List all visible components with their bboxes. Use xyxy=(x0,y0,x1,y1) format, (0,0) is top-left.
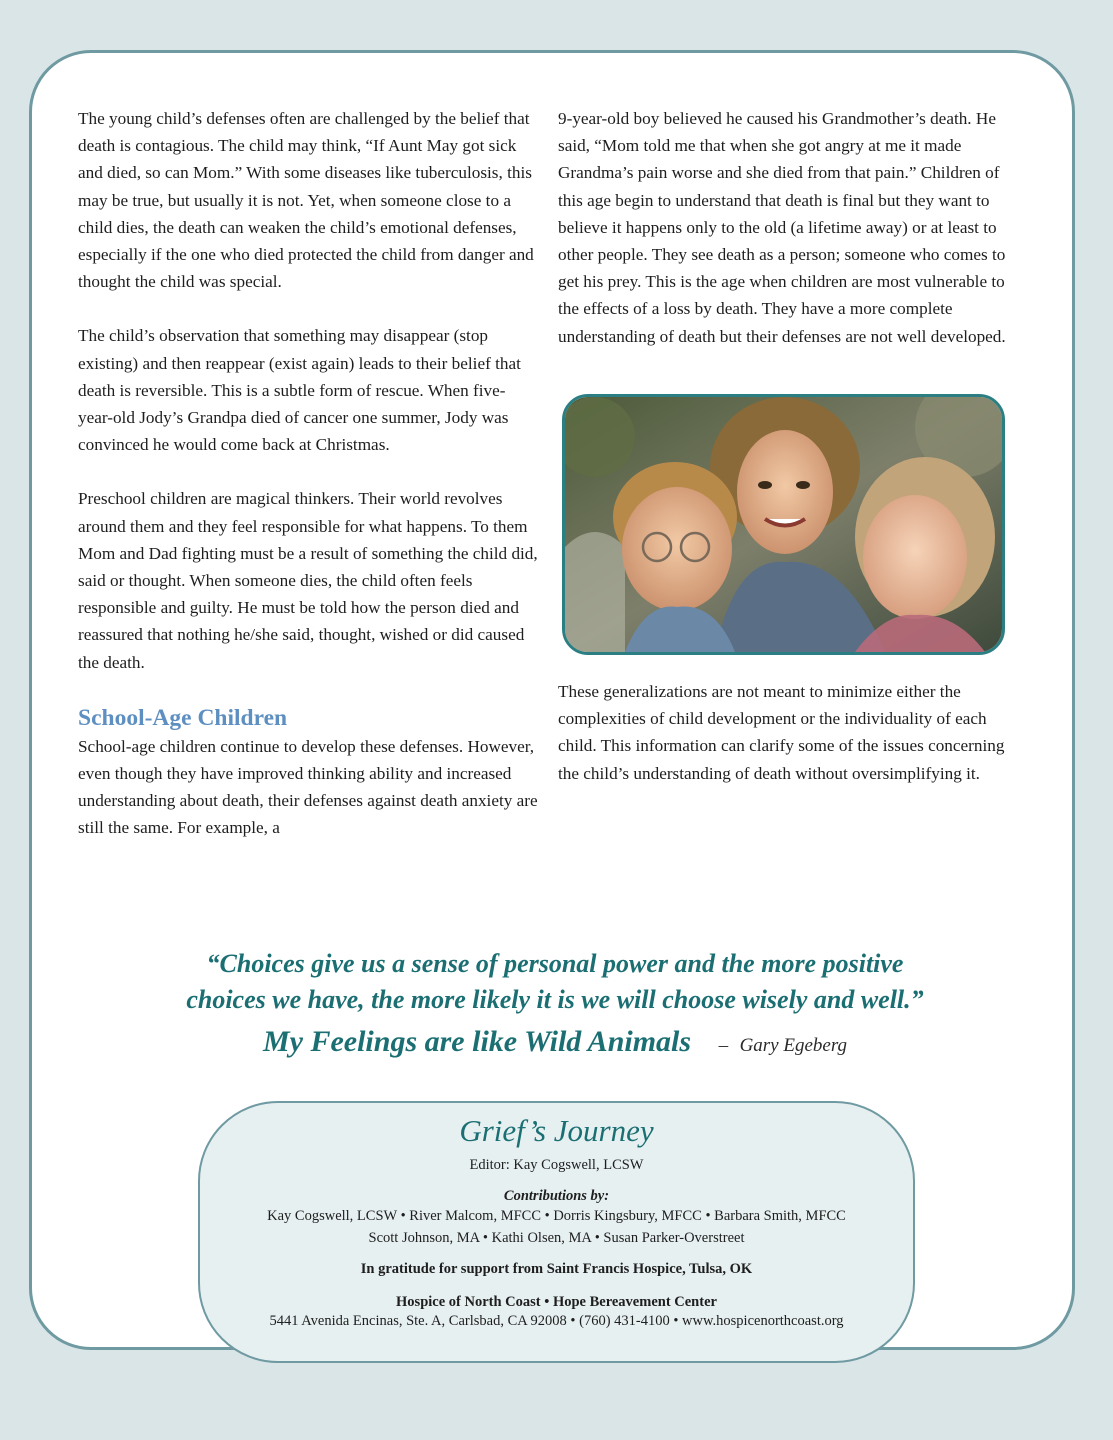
contributions-label: Contributions by: xyxy=(503,1188,610,1204)
family-photo xyxy=(562,394,1005,655)
editor-line: Editor: Kay Cogswell, LCSW xyxy=(469,1157,644,1173)
quote-attribution xyxy=(100,1020,1010,1068)
contributors-line: Kay Cogswell, LCSW • River Malcom, MFCC • Dorris Kingsbury, MFCC • Barbara Smith, MFCC xyxy=(267,1208,846,1224)
body-paragraph: Preschool children are magical thinkers. Their world revolves around them and they feel responsible for what happens. To them Mom and Dad fighting must be a result of something the child did, said or thought. When someone dies, the child often feels responsible and guilty. He must be told how the person died and reassured that nothing he/she said, thought, wished or did caused the death. xyxy=(78,489,538,672)
quote-line: “Choices give us a sense of personal power and the more positive xyxy=(206,949,904,978)
gratitude-line: In gratitude for support from Saint Francis Hospice, Tulsa, OK xyxy=(360,1261,753,1277)
body-paragraph: 9-year-old boy believed he caused his Grandmother’s death. He said, “Mom told me that when she got angry at me it made Grandma’s pain worse and she died from that pain.” Children of this age begin to understand that death is final but they want to believe it happens only to the old (a lifetime away) or at least to other people. They see death as a person; someone who comes to get his prey. This is the age when children are most vulnerable to the effects of a loss by death. They have a more complete understanding of death but their defenses are not well developed. xyxy=(558,109,1006,346)
quote-author: Gary Egeberg xyxy=(739,1035,848,1056)
organization-line: Hospice of North Coast • Hope Bereavement Center xyxy=(396,1294,717,1310)
address-line: 5441 Avenida Encinas, Ste. A, Carlsbad, CA 92008 • (760) 431-4100 • www.hospicenorthcoast.org xyxy=(269,1313,844,1329)
closing-section xyxy=(558,678,1028,787)
body-paragraph: School-age children continue to develop these defenses. However, even though they have improved thinking ability and increased understanding about death, their defenses against death anxiety are still the same. For example, a xyxy=(78,736,538,838)
section-heading: School-Age Children xyxy=(78,704,288,731)
contributors-line: Scott Johnson, MA • Kathi Olsen, MA • Susan Parker-Overstreet xyxy=(368,1230,745,1246)
newsletter-title: Grief’s Journey xyxy=(459,1113,654,1148)
quote-block xyxy=(100,946,1010,1068)
body-paragraph: The young child’s defenses often are challenged by the belief that death is contagious. The child may think, “If Aunt May got sick and died, so can Mom.” With some diseases like tuberculosis, this may be true, but usually it is not. Yet, when someone close to a child dies, the death can weaken the child’s emotional defenses, especially if the one who died protected the child from danger and thought the child was special. xyxy=(78,109,534,292)
body-paragraph: The child’s observation that something may disappear (stop existing) and then reappear (exist again) leads to their belief that death is reversible. This is a subtle form of rescue. When five-year-old Jody’s Grandpa died of cancer one summer, Jody was convinced he would come back at Christmas. xyxy=(78,326,521,455)
photo-illustration xyxy=(565,397,1002,652)
credits-box xyxy=(198,1101,915,1363)
quote-dash: – xyxy=(718,1035,729,1056)
body-paragraph: These generalizations are not meant to minimize either the complexities of child development or the individuality of each child. This information can clarify some of the issues concerning the child’s understanding of death without oversimplifying it. xyxy=(558,682,1005,783)
left-column xyxy=(78,105,540,869)
quote-line: choices we have, the more likely it is we will choose wisely and well.” xyxy=(186,985,924,1014)
quote-source-title: My Feelings are like Wild Animals xyxy=(262,1025,692,1058)
right-column xyxy=(558,105,1028,377)
